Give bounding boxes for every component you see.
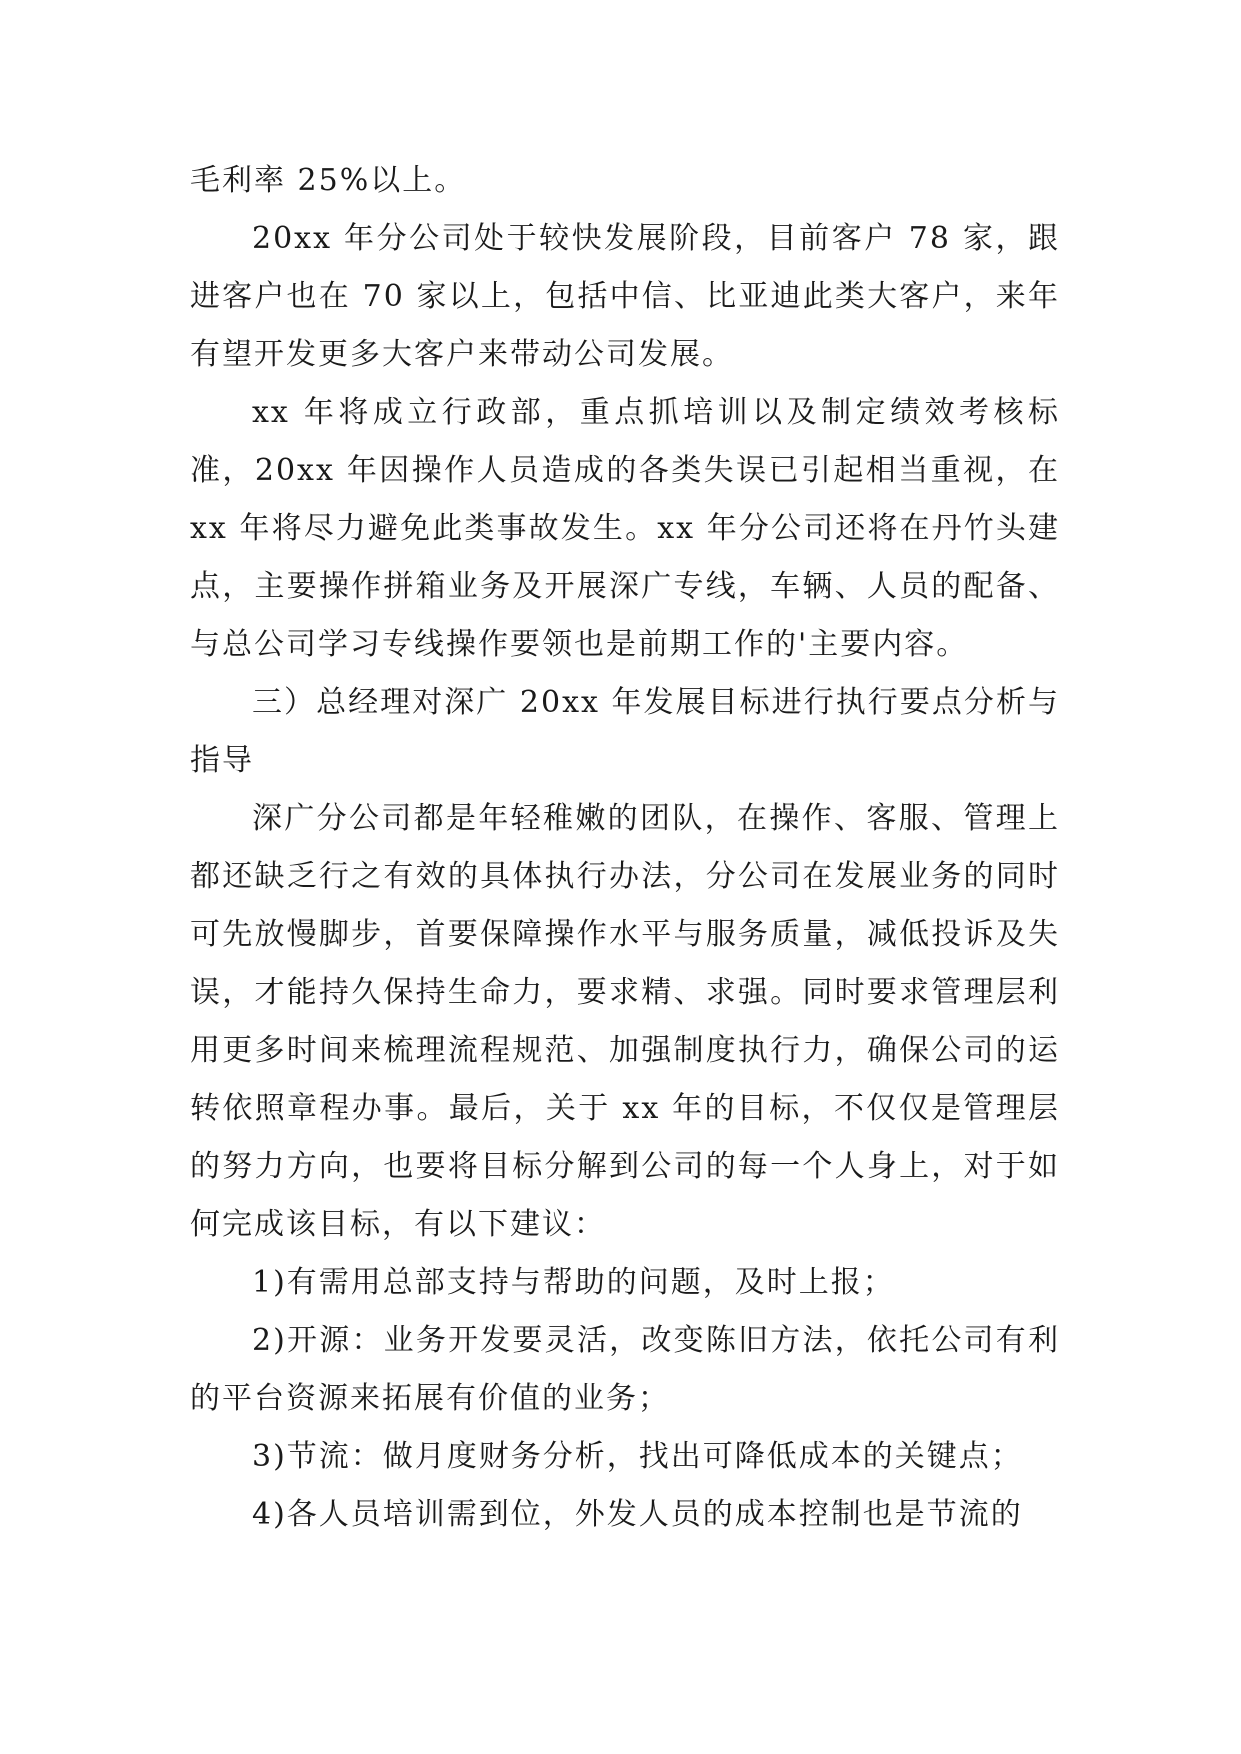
paragraph-3: xx 年将成立行政部，重点抓培训以及制定绩效考核标准，20xx 年因操作人员造成的各类失误已引起相当重视，在 xx 年将尽力避免此类事故发生。xx 年分公司还将在丹竹头建点，主要操作拼箱业务及开展深广专线，车辆、人员的配备、与总公司学习专线操作要领也是前期工作的'主要内容。 — [190, 395, 1060, 662]
list-item-3: 3)节流：做月度财务分析，找出可降低成本的关键点； — [252, 1439, 1023, 1474]
list-item-2: 2)开源：业务开发要灵活，改变陈旧方法，依托公司有利的平台资源来拓展有价值的业务； — [190, 1323, 1060, 1416]
section-heading: 三）总经理对深广 20xx 年发展目标进行执行要点分析与指导 — [190, 685, 1060, 778]
paragraph-2: 20xx 年分公司处于较快发展阶段，目前客户 78 家，跟进客户也在 70 家以上，包括中信、比亚迪此类大客户，来年有望开发更多大客户来带动公司发展。 — [190, 221, 1060, 372]
list-item-4: 4)各人员培训需到位，外发人员的成本控制也是节流的 — [252, 1497, 1023, 1532]
list-item-1: 1)有需用总部支持与帮助的问题，及时上报； — [252, 1265, 895, 1300]
document-body — [190, 152, 1060, 1544]
paragraph-1: 毛利率 25%以上。 — [190, 163, 467, 198]
paragraph-5: 深广分公司都是年轻稚嫩的团队，在操作、客服、管理上都还缺乏行之有效的具体执行办法，分公司在发展业务的同时可先放慢脚步，首要保障操作水平与服务质量，减低投诉及失误，才能持久保持生命力，要求精、求强。同时要求管理层利用更多时间来梳理流程规范、加强制度执行力，确保公司的运转依照章程办事。最后，关于 xx 年的目标，不仅仅是管理层的努力方向，也要将目标分解到公司的每一个人身上，对于如何完成该目标，有以下建议： — [190, 801, 1060, 1242]
